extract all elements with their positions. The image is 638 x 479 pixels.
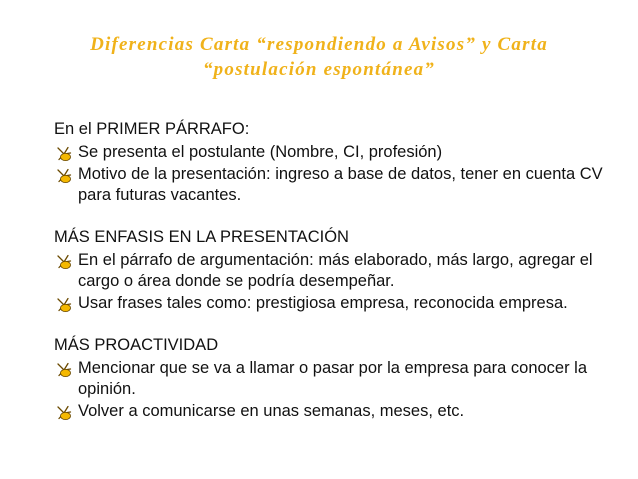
bullet-text: En el párrafo de argumentación: más elaborado, más largo, agregar el cargo o área donde se podría desempeñar. (78, 251, 593, 290)
section-heading: MÁS ENFASIS EN LA PRESENTACIÓN (54, 228, 349, 246)
bullet-list (54, 142, 614, 206)
slide-title-line-1: Diferencias Carta “respondiendo a Avisos” y Carta (90, 34, 548, 55)
asterisk-bullet-icon (56, 168, 72, 184)
bullet-list (54, 250, 614, 314)
asterisk-bullet-icon (56, 254, 72, 270)
bullet-list (54, 358, 614, 422)
list-item (54, 164, 614, 206)
bullet-text: Motivo de la presentación: ingreso a base de datos, tener en cuenta CV para futuras vacantes. (78, 165, 603, 204)
bullet-text: Mencionar que se va a llamar o pasar por la empresa para conocer la opinión. (78, 359, 588, 398)
list-item (54, 142, 614, 163)
slide-title (20, 32, 618, 82)
asterisk-bullet-icon (56, 146, 72, 162)
list-item (54, 401, 614, 422)
section-mas-proactividad (54, 335, 614, 422)
section-mas-enfasis (54, 227, 614, 314)
bullet-text: Volver a comunicarse en unas semanas, meses, etc. (78, 402, 465, 420)
list-item (54, 293, 614, 314)
section-heading: En el PRIMER PÁRRAFO: (54, 120, 250, 138)
asterisk-bullet-icon (56, 362, 72, 378)
section-heading: MÁS PROACTIVIDAD (54, 336, 219, 354)
slide-content (54, 119, 614, 423)
slide-title-line-2: “postulación espontánea” (202, 59, 436, 80)
list-item (54, 250, 614, 292)
section-primer-parrafo (54, 119, 614, 206)
bullet-text: Usar frases tales como: prestigiosa empresa, reconocida empresa. (78, 294, 568, 312)
asterisk-bullet-icon (56, 405, 72, 421)
asterisk-bullet-icon (56, 297, 72, 313)
bullet-text: Se presenta el postulante (Nombre, CI, profesión) (78, 143, 443, 161)
list-item (54, 358, 614, 400)
